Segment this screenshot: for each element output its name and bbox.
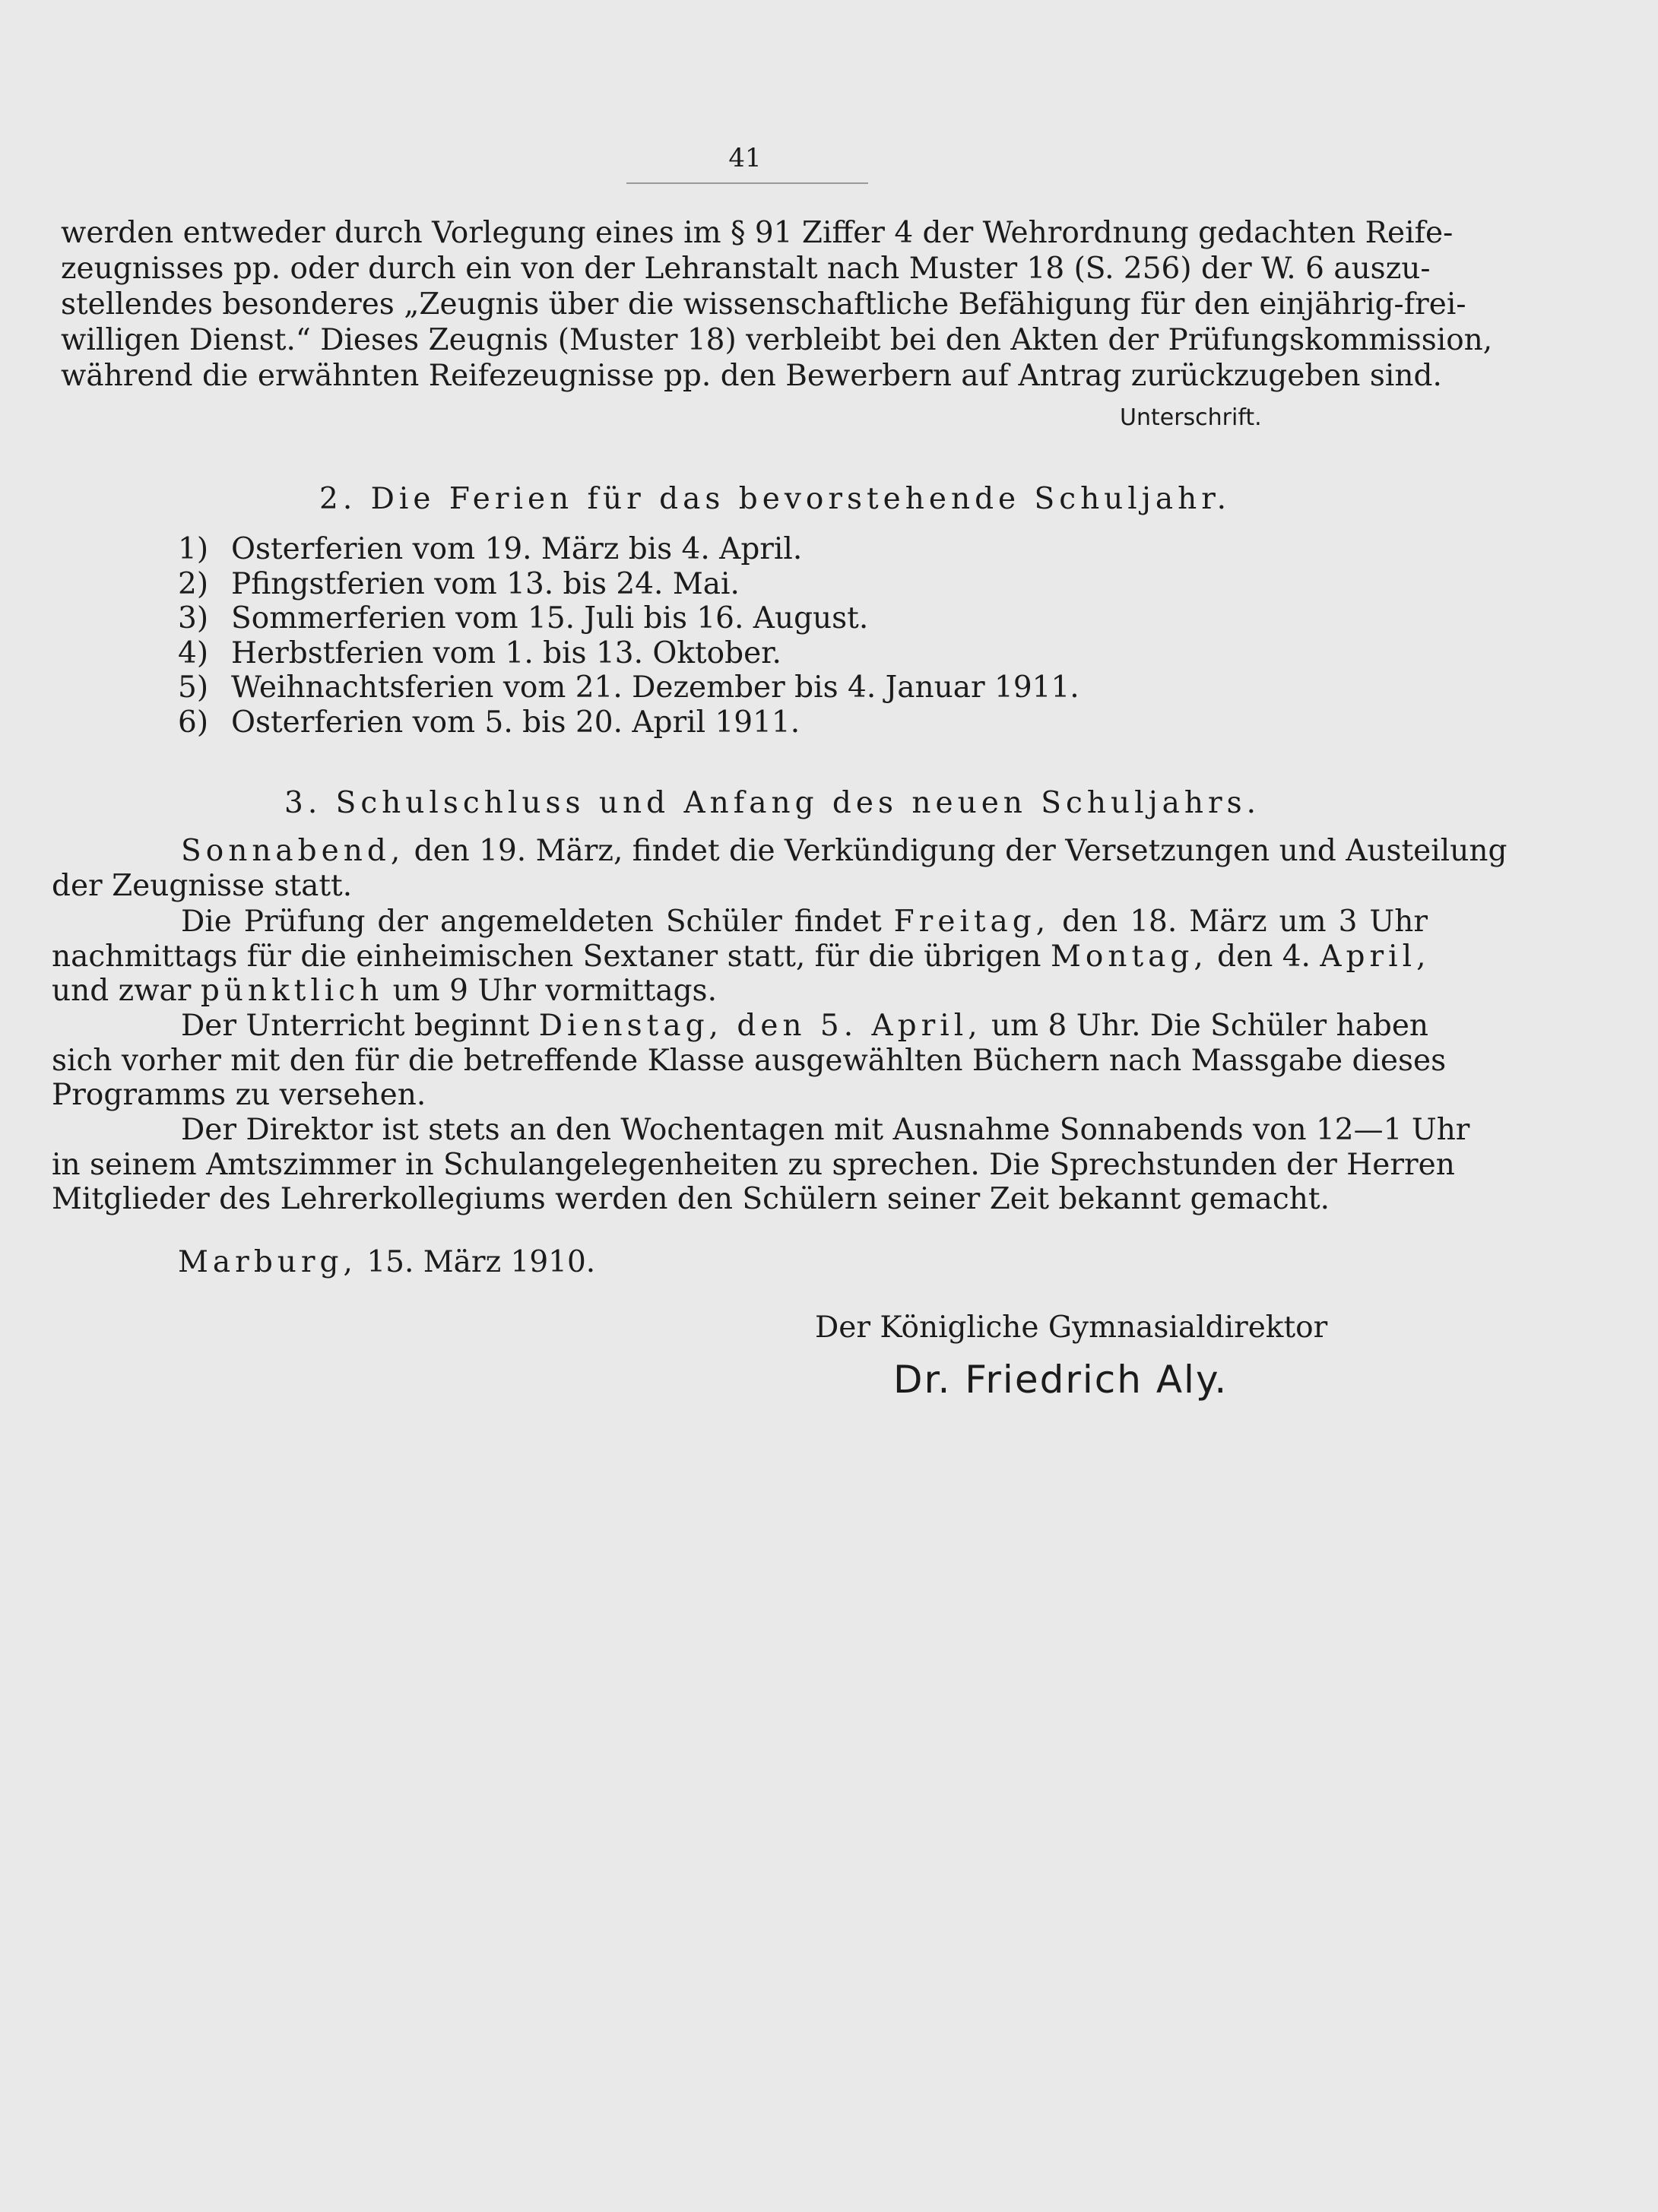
emphasis-text: April, bbox=[1320, 939, 1431, 974]
paragraph-exam bbox=[52, 905, 1431, 1009]
list-item-number: 4) bbox=[178, 635, 209, 670]
intro-line: werden entweder durch Vorlegung eines im § 91 Ziffer 4 der Wehrordnung gedachten Reife- bbox=[61, 216, 1454, 250]
paragraph-line bbox=[52, 939, 1431, 974]
emphasis-text: Freitag, bbox=[893, 905, 1051, 939]
intro-paragraph bbox=[61, 215, 1493, 394]
paragraph-line: in seinem Amtszimmer in Schulangelegenheiten zu sprechen. Die Sprechstunden der Herren bbox=[52, 1147, 1455, 1182]
header-rule bbox=[626, 182, 868, 184]
list-item bbox=[178, 567, 1079, 602]
section-2-title: Die Ferien für das bevorstehende Schuljahr. bbox=[370, 482, 1231, 516]
list-item bbox=[178, 601, 1079, 636]
section-2-heading bbox=[319, 482, 1231, 516]
list-item-text: Weihnachtsferien vom 21. Dezember bis 4. Januar 1911. bbox=[231, 670, 1079, 705]
director-name: Dr. Friedrich Aly. bbox=[893, 1358, 1228, 1402]
list-item-text: Herbstferien vom 1. bis 13. Oktober. bbox=[231, 635, 781, 670]
emphasis-text: pünktlich bbox=[200, 974, 384, 1008]
intro-line: stellendes besonderes „Zeugnis über die wissenschaftliche Befähigung für den einjährig-frei- bbox=[61, 287, 1466, 322]
section-3-heading bbox=[284, 786, 1260, 820]
page-number: 41 bbox=[728, 143, 762, 173]
text-run: und zwar bbox=[52, 974, 192, 1008]
list-item-number: 2) bbox=[178, 566, 209, 601]
text-run: den 4. bbox=[1217, 939, 1311, 974]
date: 15. März 1910. bbox=[366, 1245, 596, 1279]
paragraph-office-hours bbox=[52, 1113, 1470, 1217]
list-item-number: 6) bbox=[178, 705, 209, 740]
signature-note: Unterschrift. bbox=[1120, 404, 1262, 431]
section-3-title: Schulschluss und Anfang des neuen Schuljahrs. bbox=[335, 786, 1261, 820]
place: Marburg, bbox=[178, 1245, 357, 1279]
text-run: um 8 Uhr. Die Schüler haben bbox=[991, 1009, 1429, 1043]
paragraph-school-start bbox=[52, 1009, 1447, 1113]
holiday-list bbox=[178, 532, 1079, 740]
text-run: den 19. März, findet die Verkündigung der Versetzungen und Austeilung bbox=[414, 834, 1507, 868]
list-item-number: 3) bbox=[178, 601, 209, 635]
paragraph-line: Der Direktor ist stets an den Wochentagen mit Ausnahme Sonnabends von 12—1 Uhr bbox=[181, 1113, 1470, 1147]
list-item-text: Sommerferien vom 15. Juli bis 16. August. bbox=[231, 601, 869, 635]
list-item-text: Pfingstferien vom 13. bis 24. Mai. bbox=[231, 566, 740, 601]
section-2-number: 2. bbox=[319, 482, 357, 516]
director-title: Der Königliche Gymnasialdirektor bbox=[815, 1310, 1328, 1345]
emphasis-text: Sonnabend, bbox=[181, 834, 405, 868]
text-run: Die Prüfung der angemeldeten Schüler findet bbox=[181, 905, 882, 939]
section-3-number: 3. bbox=[284, 786, 322, 820]
paragraph-line bbox=[52, 834, 1507, 869]
paragraph-line bbox=[52, 1009, 1428, 1044]
paragraph-line bbox=[52, 905, 1428, 940]
emphasis-text: Dienstag, den 5. April, bbox=[538, 1009, 982, 1043]
text-run: um 9 Uhr vormittags. bbox=[392, 974, 717, 1008]
paragraph-line: Programms zu versehen. bbox=[52, 1078, 426, 1112]
paragraph-line: sich vorher mit den für die betreffende Klasse ausgewählten Büchern nach Massgabe dieses bbox=[52, 1043, 1447, 1078]
text-run: nachmittags für die einheimischen Sextaner statt, für die übrigen bbox=[52, 939, 1041, 974]
paragraph-line: der Zeugnisse statt. bbox=[52, 868, 353, 903]
paragraph-line: Mitglieder des Lehrerkollegiums werden den Schülern seiner Zeit bekannt gemacht. bbox=[52, 1182, 1330, 1216]
list-item-text: Osterferien vom 5. bis 20. April 1911. bbox=[231, 705, 800, 740]
list-item bbox=[178, 705, 1079, 740]
list-item-number: 5) bbox=[178, 670, 209, 705]
list-item-text: Osterferien vom 19. März bis 4. April. bbox=[231, 532, 803, 566]
emphasis-text: Montag, bbox=[1050, 939, 1208, 974]
list-item-number: 1) bbox=[178, 532, 209, 566]
list-item bbox=[178, 636, 1079, 671]
list-item bbox=[178, 670, 1079, 705]
text-run: Der Unterricht beginnt bbox=[181, 1009, 530, 1043]
intro-line: willigen Dienst.“ Dieses Zeugnis (Muster 18) verbleibt bei den Akten der Prüfungskommission, bbox=[61, 323, 1493, 357]
intro-line: während die erwähnten Reifezeugnisse pp. den Bewerbern auf Antrag zurückzugeben sind. bbox=[61, 359, 1442, 393]
text-run: den 18. März um 3 Uhr bbox=[1062, 905, 1428, 939]
intro-line: zeugnisses pp. oder durch ein von der Lehranstalt nach Muster 18 (S. 256) der W. 6 auszu- bbox=[61, 252, 1431, 286]
paragraph-closing-day bbox=[52, 834, 1507, 903]
list-item bbox=[178, 532, 1079, 567]
place-date bbox=[178, 1245, 595, 1279]
paragraph-line bbox=[52, 974, 1428, 1009]
